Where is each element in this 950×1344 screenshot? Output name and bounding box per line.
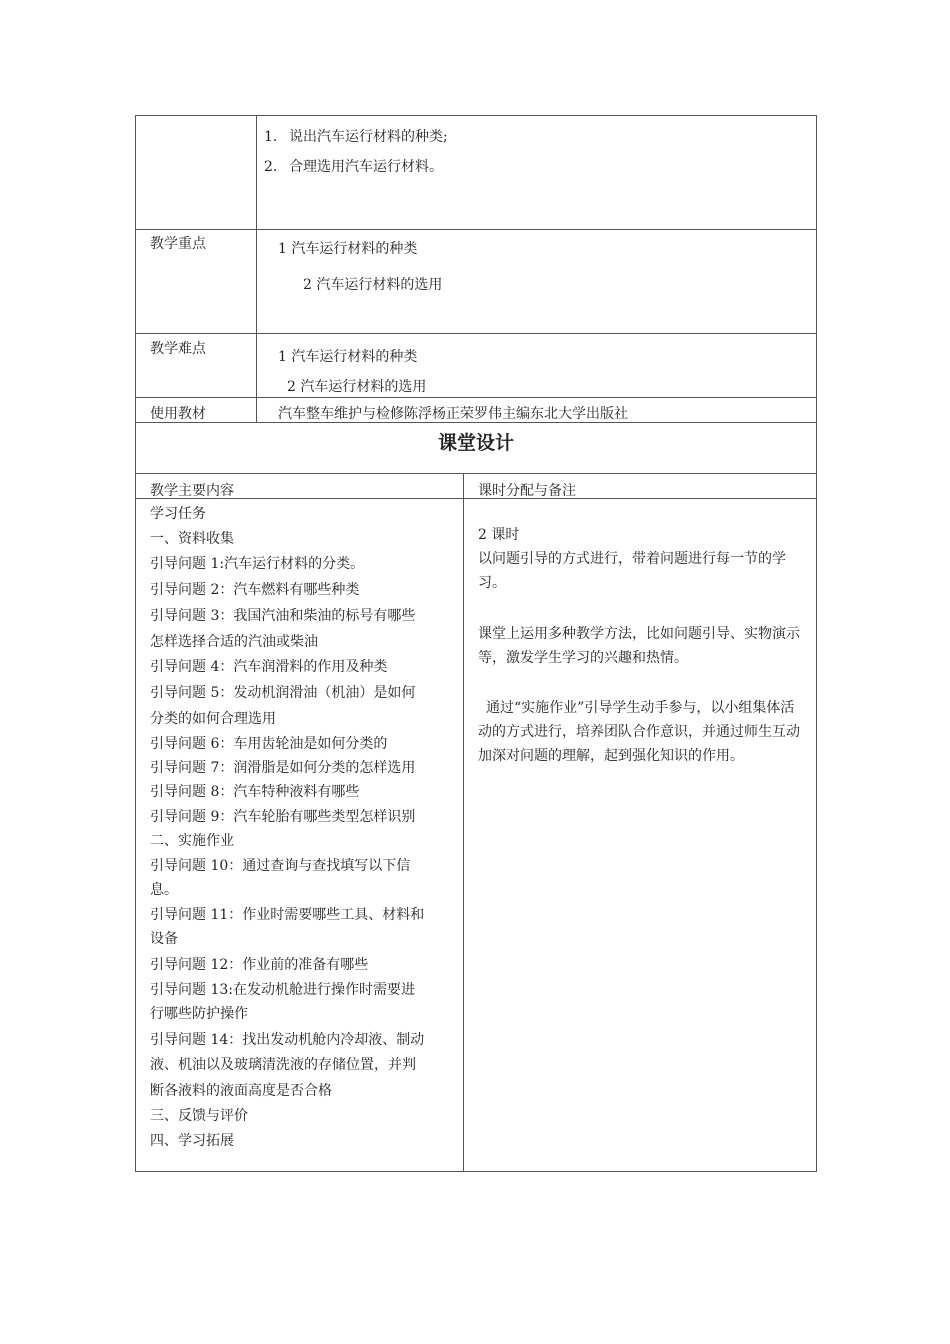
notes-paragraph: 以问题引导的方式进行，带着问题进行每一节的学习。 — [478, 551, 786, 591]
difficulty-line: 1 汽车运行材料的种类 — [278, 349, 418, 365]
materials-label: 使用教材 — [150, 406, 206, 422]
content-line: 引导问题 3：我国汽油和柴油的标号有哪些 — [150, 608, 416, 624]
row-divider-5 — [135, 473, 817, 474]
content-line: 引导问题 8：汽车特种液料有哪些 — [150, 784, 360, 800]
content-line: 引导问题 7：润滑脂是如何分类的怎样选用 — [150, 760, 416, 776]
row-divider-3 — [135, 397, 817, 398]
content-line: 息。 — [150, 882, 178, 898]
content-line: 引导问题 4：汽车润滑料的作用及种类 — [150, 659, 388, 675]
content-line: 液、机油以及玻璃清洗液的存储位置，并判 — [150, 1057, 416, 1073]
content-line: 引导问题 9：汽车轮胎有哪些类型怎样识别 — [150, 809, 416, 825]
content-line: 引导问题 6：车用齿轮油是如何分类的 — [150, 736, 388, 752]
label-column-divider — [256, 115, 257, 423]
content-line: 引导问题 10：通过查询与查找填写以下信 — [150, 858, 411, 874]
content-line: 引导问题 12：作业前的准备有哪些 — [150, 957, 369, 973]
objective-text: 说出汽车运行材料的种类; — [289, 129, 448, 145]
content-line: 一、资料收集 — [150, 531, 234, 547]
section-title: 课堂设计 — [437, 432, 514, 454]
content-line: 引导问题 1:汽车运行材料的分类。 — [150, 556, 365, 572]
content-line: 三、反馈与评价 — [150, 1108, 248, 1124]
content-line: 怎样选择合适的汽油或柴油 — [150, 634, 318, 650]
content-line: 二、实施作业 — [150, 833, 234, 849]
content-line: 四、学习拓展 — [150, 1133, 234, 1149]
table-border-left — [135, 115, 136, 1172]
table-border-top — [135, 115, 817, 116]
materials-text: 汽车整车维护与检修陈浮杨正荣罗伟主编东北大学出版社 — [278, 406, 628, 422]
table-border-bottom — [135, 1171, 817, 1172]
content-line: 分类的如何合理选用 — [150, 711, 276, 727]
content-line: 断各液料的液面高度是否合格 — [150, 1083, 332, 1099]
notes-hours: 2 课时 — [478, 527, 520, 543]
difficulty-line: 2 汽车运行材料的选用 — [287, 379, 427, 395]
content-line: 学习任务 — [150, 506, 206, 522]
content-line: 引导问题 13:在发动机舱进行操作时需要进 — [150, 982, 415, 998]
objective-number: 1. — [264, 129, 278, 145]
key-points-label: 教学重点 — [150, 236, 206, 252]
row-divider-6 — [135, 498, 817, 499]
content-line: 引导问题 2：汽车燃料有哪些种类 — [150, 582, 360, 598]
row-divider-1 — [135, 229, 817, 230]
objective-text: 合理选用汽车运行材料。 — [289, 159, 443, 175]
header-main-content: 教学主要内容 — [150, 483, 234, 499]
content-line: 引导问题 5：发动机润滑油（机油）是如何 — [150, 685, 416, 701]
notes-paragraph: 课堂上运用多种教学方法，比如问题引导、实物演示等，激发学生学习的兴趣和热情。 — [478, 626, 800, 666]
notes-paragraph: 通过“实施作业”引导学生动手参与，以小组集体活动的方式进行，培养团队合作意识，并通过师生互动加深对问题的理解，起到强化知识的作用。 — [478, 700, 800, 764]
row-divider-2 — [135, 333, 817, 334]
content-column-divider — [463, 473, 464, 1172]
content-line: 引导问题 14：找出发动机舱内冷却液、制动 — [150, 1032, 425, 1048]
content-line: 引导问题 11：作业时需要哪些工具、材料和 — [150, 907, 425, 923]
difficulties-label: 教学难点 — [150, 341, 206, 357]
table-border-right — [816, 115, 817, 1172]
header-notes: 课时分配与备注 — [478, 483, 576, 499]
content-line: 行哪些防护操作 — [150, 1006, 248, 1022]
objective-number: 2. — [264, 159, 278, 175]
key-point-line: 2 汽车运行材料的选用 — [303, 277, 443, 293]
content-line: 设备 — [150, 931, 178, 947]
key-point-line: 1 汽车运行材料的种类 — [278, 241, 418, 257]
